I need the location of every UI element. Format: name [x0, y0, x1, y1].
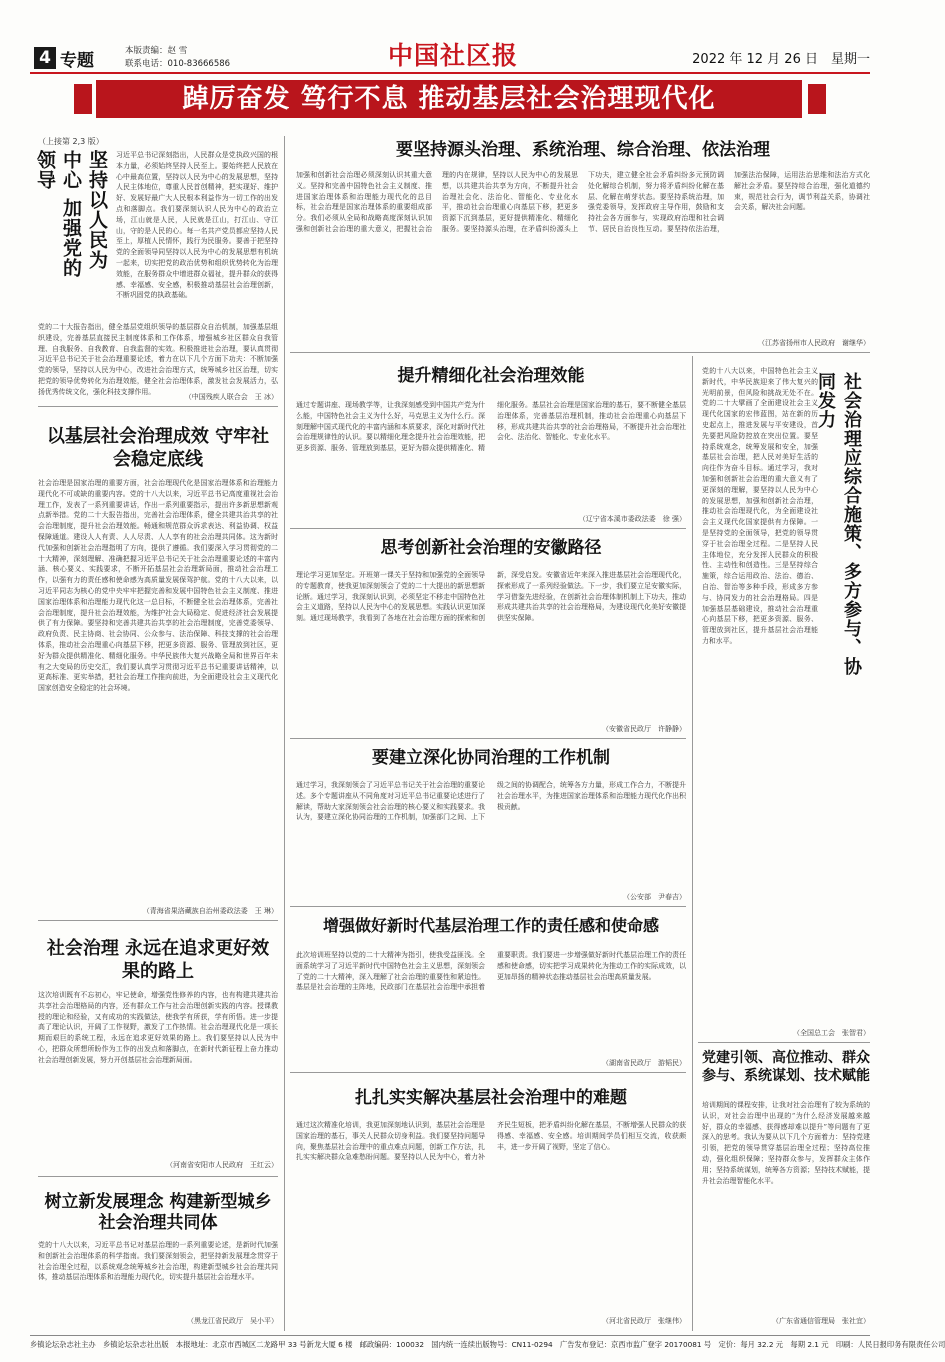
article-2-text: 社会治理是国家治理的重要方面，社会治理现代化是国家治理体系和治理能力现代化不可或缺的重要内容。党的十八大以来，习近平总书记高度重视社会治理工作，发表了一系列重要讲话，作出一系列重要指示，提出许多新思想新观点新举措。党的二十大报告指出，完善社会治理体系，健全共建共治共享的社会治理制度，提升社会治理效能。畅通和规范群众诉求表达、利益协调、权益保障通道。建设人人有责、人人尽责、人人享有的社会治理共同体。这为新时代加强和创新社会治理指明了方向，提供了遵循。我们要深入学习贯彻党的二十大精神，深刻理解、准确把握习近平总书记关于社会治理重要论述的丰富内涵、核心要义、实践要求，不断开拓基层社会治理新局面，推动社会治理工作，以强有力的责任感和使命感为高质量发展保驾护航。党的十八大以来，以习近平同志为核心的党中央牢牢把握完善和发展中国特色社会主义制度、推进国家治理体系和治理能力现代化这一总目标，不断健全社会治理体系，完善社会治理制度，提升社会治理效能，为维护社会大局稳定、促进经济社会发展提供了有力保障。要坚持和完善共建共治共享的社会治理制度，完善党委领导、政府负责、民主协商、社会协同、公众参与、法治保障、科技支撑的社会治理体系，推动社会治理重心向基层下移，把更多资源、服务、管理放到社区，更好为群众提供精准化、精细化服务。中华民族伟大复兴战略全局和世界百年未有之大变局的历史交汇，我们要认真学习贯彻习近平总书记重要讲话精神，以更高标准、更实举措，把社会治理工作推向前进，为全面建设社会主义现代化国家创造安全稳定的社会环境。 — [38, 479, 278, 693]
article-1-text: 习近平总书记深刻指出，人民群众是党执政兴国的根本力量，必须始终坚持人民至上。要始终把人民放在心中最高位置，坚持以人民为中心的发展思想，坚持人民主体地位，尊重人民首创精神，把实现好、维护好、发展好最广大人民根本利益作为一切工作的出发点和落脚点。我们要深刻认识人民为中心的政治立场，江山就是人民，人民就是江山，打江山、守江山，守的是人民的心。每一名共产党员都应坚持人民至上，厚植人民情怀，践行为民服务。要善于把坚持党的全面领导同坚持以人民为中心的发展思想有机统一起来，切实把党的政治优势和组织优势转化为治理效能，在服务群众中增进群众福祉，提升群众的获得感、幸福感、安全感，积极推动基层社会治理创新，不断巩固党的执政基础。 — [116, 151, 278, 300]
divider — [290, 352, 870, 353]
editor-info — [125, 45, 230, 71]
article-3-byline: （河南省安阳市人民政府 王红云） — [166, 1161, 278, 1169]
section-name: 专题 — [60, 51, 94, 71]
divider — [38, 920, 278, 921]
article-2-title: 以基层社会治理成效 守牢社会稳定底线 — [46, 426, 270, 470]
article-5-byline: （江苏省扬州市人民政府 谢继华） — [758, 339, 870, 347]
column-divider — [284, 136, 285, 1331]
page-number: 4 — [34, 47, 56, 69]
article-12-byline: （广东省通信管理局 张社宜） — [772, 1317, 870, 1325]
divider — [290, 528, 686, 529]
article-7-text: 通过专题讲座、现场教学等，让我深刻感受到中国共产党为什么能，中国特色社会主义为什么好，马克思主义为什么行。深刻理解中国式现代化的丰富内涵和本质要求，深化对新时代社会治理规律性的认识。要以精细化理念提升社会治理效能，把更多资源、服务、管理放到基层，更好为群众提供精准化、精细化服务。基层社会治理是国家治理的基石，要不断健全基层治理体系，完善基层治理机制，推动社会治理重心向基层下移，形成共建共治共享的社会治理格局，不断提升社会治理社会化、法治化、智能化、专业化水平。 — [296, 401, 686, 453]
footer-imprint: 乡镇论坛杂志社主办 乡镇论坛杂志社出版 本报地址：北京市西城区二龙路甲 33 号新龙大厦 6 楼 邮政编码：100032 国内统一连续出版物号：CN11-0294 广告发布登记：京西市监广登字 20170081 号 定价：每月 32.2 元 每期 2.1 元 印刷：人民日报印务有限责任公司 — [30, 1340, 945, 1349]
article-2-byline: （青海省果洛藏族自治州委政法委 王 琳） — [142, 907, 278, 915]
footer-rule — [30, 1335, 870, 1336]
divider — [698, 1042, 870, 1043]
article-9-text: 通过学习，我深刻领会了习近平总书记关于社会治理的重要论述。多个专题讲座从不同角度对习近平总书记重要论述进行了解读，帮助大家深刻领会社会治理的核心要义和实践要求。我认为，要建立深化协同治理的工作机制，加强部门之间、上下级之间的协调配合，统筹各方力量，形成工作合力，不断提升社会治理水平，为推进国家治理体系和治理能力现代化作出积极贡献。 — [296, 781, 686, 822]
article-1-title: 坚持以人民为中心 加强党的领导 — [34, 150, 108, 278]
divider — [290, 1072, 686, 1073]
article-8-byline: （安徽省民政厅 许静静） — [602, 725, 686, 733]
article-12-text: 培训期间的课程安排，让我对社会治理有了较为系统的认识，对社会治理中出现的“为什么经济发展越来越好，群众的幸福感、获得感却难以提升”等问题有了更深入的思考。我认为要从以下几个方面着力：坚持党建引领，把党的领导贯穿基层治理全过程；坚持高位推动，强化组织保障；坚持群众参与，发挥群众主体作用；坚持系统谋划，统筹各方资源；坚持技术赋能，提升社会治理智能化水平。 — [702, 1101, 870, 1185]
article-11-text: 通过这次精准化培训，我更加深刻地认识到，基层社会治理是国家治理的基石，事关人民群众切身利益。我们要坚持问题导向，聚焦基层社会治理中的重点难点问题，创新工作方法，扎扎实实解决群众急难愁盼问题。要坚持以人民为中心，着力补齐民生短板，把矛盾纠纷化解在基层，不断增强人民群众的获得感、幸福感、安全感。培训期间学员们相互交流，收获颇丰，进一步开阔了视野，坚定了信心。 — [296, 1121, 686, 1162]
publication-date: 2022 年 12 月 26 日 星期一 — [692, 52, 870, 67]
article-7-title: 提升精细化社会治理效能 — [397, 366, 585, 386]
article-8-text: 理论学习更加坚定。开班第一课关于坚持和加强党的全面领导的专题教育，使我更加深刻领会了党的二十大提出的新思想新论断。通过学习，我深刻认识到，必须坚定不移走中国特色社会主义道路，坚持以人民为中心的发展思想。实践认识更加深刻。通过现场教学，我看到了各地在社会治理方面的探索和创新，深受启发。安徽省近年来深入推进基层社会治理现代化，探索形成了一系列经验做法。下一步，我们要立足安徽实际，学习借鉴先进经验，在创新社会治理体制机制上下功夫，推动形成共建共治共享的社会治理格局，为建设现代化美好安徽提供坚实保障。 — [296, 571, 686, 623]
article-12-title: 党建引领、高位推动、群众参与、系统谋划、技术赋能 — [702, 1050, 870, 1084]
header-rule — [30, 72, 870, 74]
article-4-title: 树立新发展理念 构建新型城乡社会治理共同体 — [44, 1192, 272, 1234]
article-10-title: 增强做好新时代基层治理工作的责任感和使命感 — [322, 916, 659, 935]
article-3-title: 社会治理 永远在追求更好效果的路上 — [46, 938, 270, 982]
column-divider — [692, 356, 693, 1331]
article-7-byline: （辽宁省本溪市委政法委 徐 强） — [578, 515, 686, 523]
article-3-text: 这次培训既有不忘初心，牢记使命，增强党性修养的内容，也有构建共建共治共享社会治理格局的内容，还有群众工作与社会治理创新实践的内容。授课教授的理论和经验，又有成功的实践做法，使我学有所获，学有所悟。进一步提高了理论认识，开阔了工作视野，激发了工作热情。社会治理现代化是一项长期而艰巨的系统工程，永远在追求更好效果的路上。我们要坚持以人民为中心，把群众所想所盼作为工作的出发点和落脚点，在新时代新征程上奋力推动社会治理创新发展，努力开创基层社会治理新局面。 — [38, 991, 278, 1064]
article-1-text-cont: 党的二十大报告指出，健全基层党组织领导的基层群众自治机制，加强基层组织建设，完善基层直接民主制度体系和工作体系，增强城乡社区群众自我管理、自我服务、自我教育、自我监督的实效。积极推进社会治理，要认真贯彻习近平总书记关于社会治理重要论述，着力在以下几个方面下功夫：不断加强党的领导，坚持以人民为中心，改进社会治理方式，统筹城乡社区治理，切实把党的领导优势转化为治理效能，健全社会治理体系，激发社会发展活力，弘扬优秀传统文化，强化科技支撑作用。 — [38, 323, 278, 396]
article-6-text: 党的十八大以来，中国特色社会主义新时代，中华民族迎来了伟大复兴的光明前景，但风险和挑战无处不在。党的二十大擘画了全面建设社会主义现代化国家的宏伟蓝图，站在新的历史起点上，推进发展与平安建设，首先要把风险防控放在突出位置。要坚持系统观念，统筹发展和安全，加强基层社会治理，把人民对美好生活的向往作为奋斗目标。通过学习，我对加强和创新社会治理的重大意义有了更深刻的理解，要坚持以人民为中心的发展思想，加强和创新社会治理，推动社会治理现代化，为全面建设社会主义现代化国家提供有力保障。一是坚持党的全面领导，把党的领导贯穿于社会治理全过程。二是坚持人民主体地位，充分发挥人民群众的积极性、主动性和创造性。三是坚持综合施策，综合运用政治、法治、德治、自治、智治等多种手段，形成多方参与、协同发力的社会治理格局。四是加强基层基础建设，推动社会治理重心向基层下移，把更多资源、服务、管理放到社区，提升基层社会治理能力和水平。 — [702, 367, 818, 645]
contact-line: 联系电话：010-83666586 — [125, 59, 231, 69]
banner-ornament-left — [74, 84, 92, 114]
banner-ornament-right — [808, 84, 826, 114]
divider — [290, 906, 686, 907]
article-10-byline: （湖南省民政厅 游韬民） — [602, 1059, 686, 1067]
article-6-title: 社会治理应综合施策、多方参与、协同发力 — [815, 372, 862, 676]
article-5-title: 要坚持源头治理、系统治理、综合治理、依法治理 — [396, 140, 770, 160]
article-11-byline: （河北省民政厅 张继伟） — [602, 1317, 686, 1325]
article-4-text: 党的十八大以来，习近平总书记对基层治理的一系列重要论述，是新时代加强和创新社会治理体系的科学指南。我们要深刻领会，把坚持新发展理念贯穿于社会治理全过程，以系统观念统筹城乡社会治理，构建新型城乡社会治理共同体，推动基层治理体系和治理能力现代化，切实提升基层社会治理水平。 — [38, 1241, 278, 1282]
article-5-text: 加强和创新社会治理必须深刻认识其重大意义。坚持和完善中国特色社会主义制度、推进国家治理体系和治理能力现代化的总目标，社会治理是国家治理体系的重要组成部分。我们必须从全局和战略高度深刻认识加强和创新社会治理的重大意义，把握社会治理的内在规律，坚持以人民为中心的发展思想，以共建共治共享为方向，不断提升社会治理社会化、法治化、智能化、专业化水平，推动社会治理重心向基层下移，把更多资源下沉到基层，更好提供精准化、精细化服务。要坚持源头治理，在矛盾纠纷源头上下功夫，建立健全社会矛盾纠纷多元预防调处化解综合机制，努力将矛盾纠纷化解在基层、化解在萌芽状态。要坚持系统治理，加强党委领导，发挥政府主导作用，鼓励和支持社会各方面参与，实现政府治理和社会调节、居民自治良性互动。要坚持依法治理，加强法治保障，运用法治思维和法治方式化解社会矛盾。要坚持综合治理，强化道德约束，规范社会行为，调节利益关系，协调社会关系，解决社会问题。 — [296, 171, 870, 233]
article-11-title: 扎扎实实解决基层社会治理中的难题 — [355, 1088, 627, 1108]
article-9-title: 要建立深化协同治理的工作机制 — [372, 748, 610, 768]
masthead-logo: 中国社区报 — [388, 41, 519, 70]
article-6-byline: （全国总工会 张智君） — [793, 1029, 870, 1037]
article-8-title: 思考创新社会治理的安徽路径 — [380, 538, 602, 558]
divider — [290, 738, 686, 739]
divider — [38, 1176, 278, 1177]
editor-line: 本版责编：赵 雪 — [125, 46, 188, 56]
article-4-byline: （黑龙江省民政厅 吴小平） — [187, 1317, 278, 1325]
article-9-byline: （公安部 尹春吉） — [623, 893, 686, 901]
banner-title: 踔厉奋发 笃行不息 推动基层社会治理现代化 — [182, 84, 716, 114]
continued-note: （上接第 2,3 版） — [38, 137, 104, 146]
article-1-byline: （中国残疾人联合会 王 冰） — [184, 393, 278, 401]
divider — [38, 406, 278, 407]
article-10-text: 此次培训班坚持以党的二十大精神为指引，使我受益匪浅。全面系统学习了习近平新时代中国特色社会主义思想，深刻领会了党的二十大精神，深入理解了社会治理的重要性和紧迫性。基层是社会治理的主阵地，民政部门在基层社会治理中承担着重要职责。我们要进一步增强做好新时代基层治理工作的责任感和使命感，切实把学习成果转化为推动工作的实际成效，以更加昂扬的精神状态推动基层社会治理高质量发展。 — [296, 951, 686, 992]
